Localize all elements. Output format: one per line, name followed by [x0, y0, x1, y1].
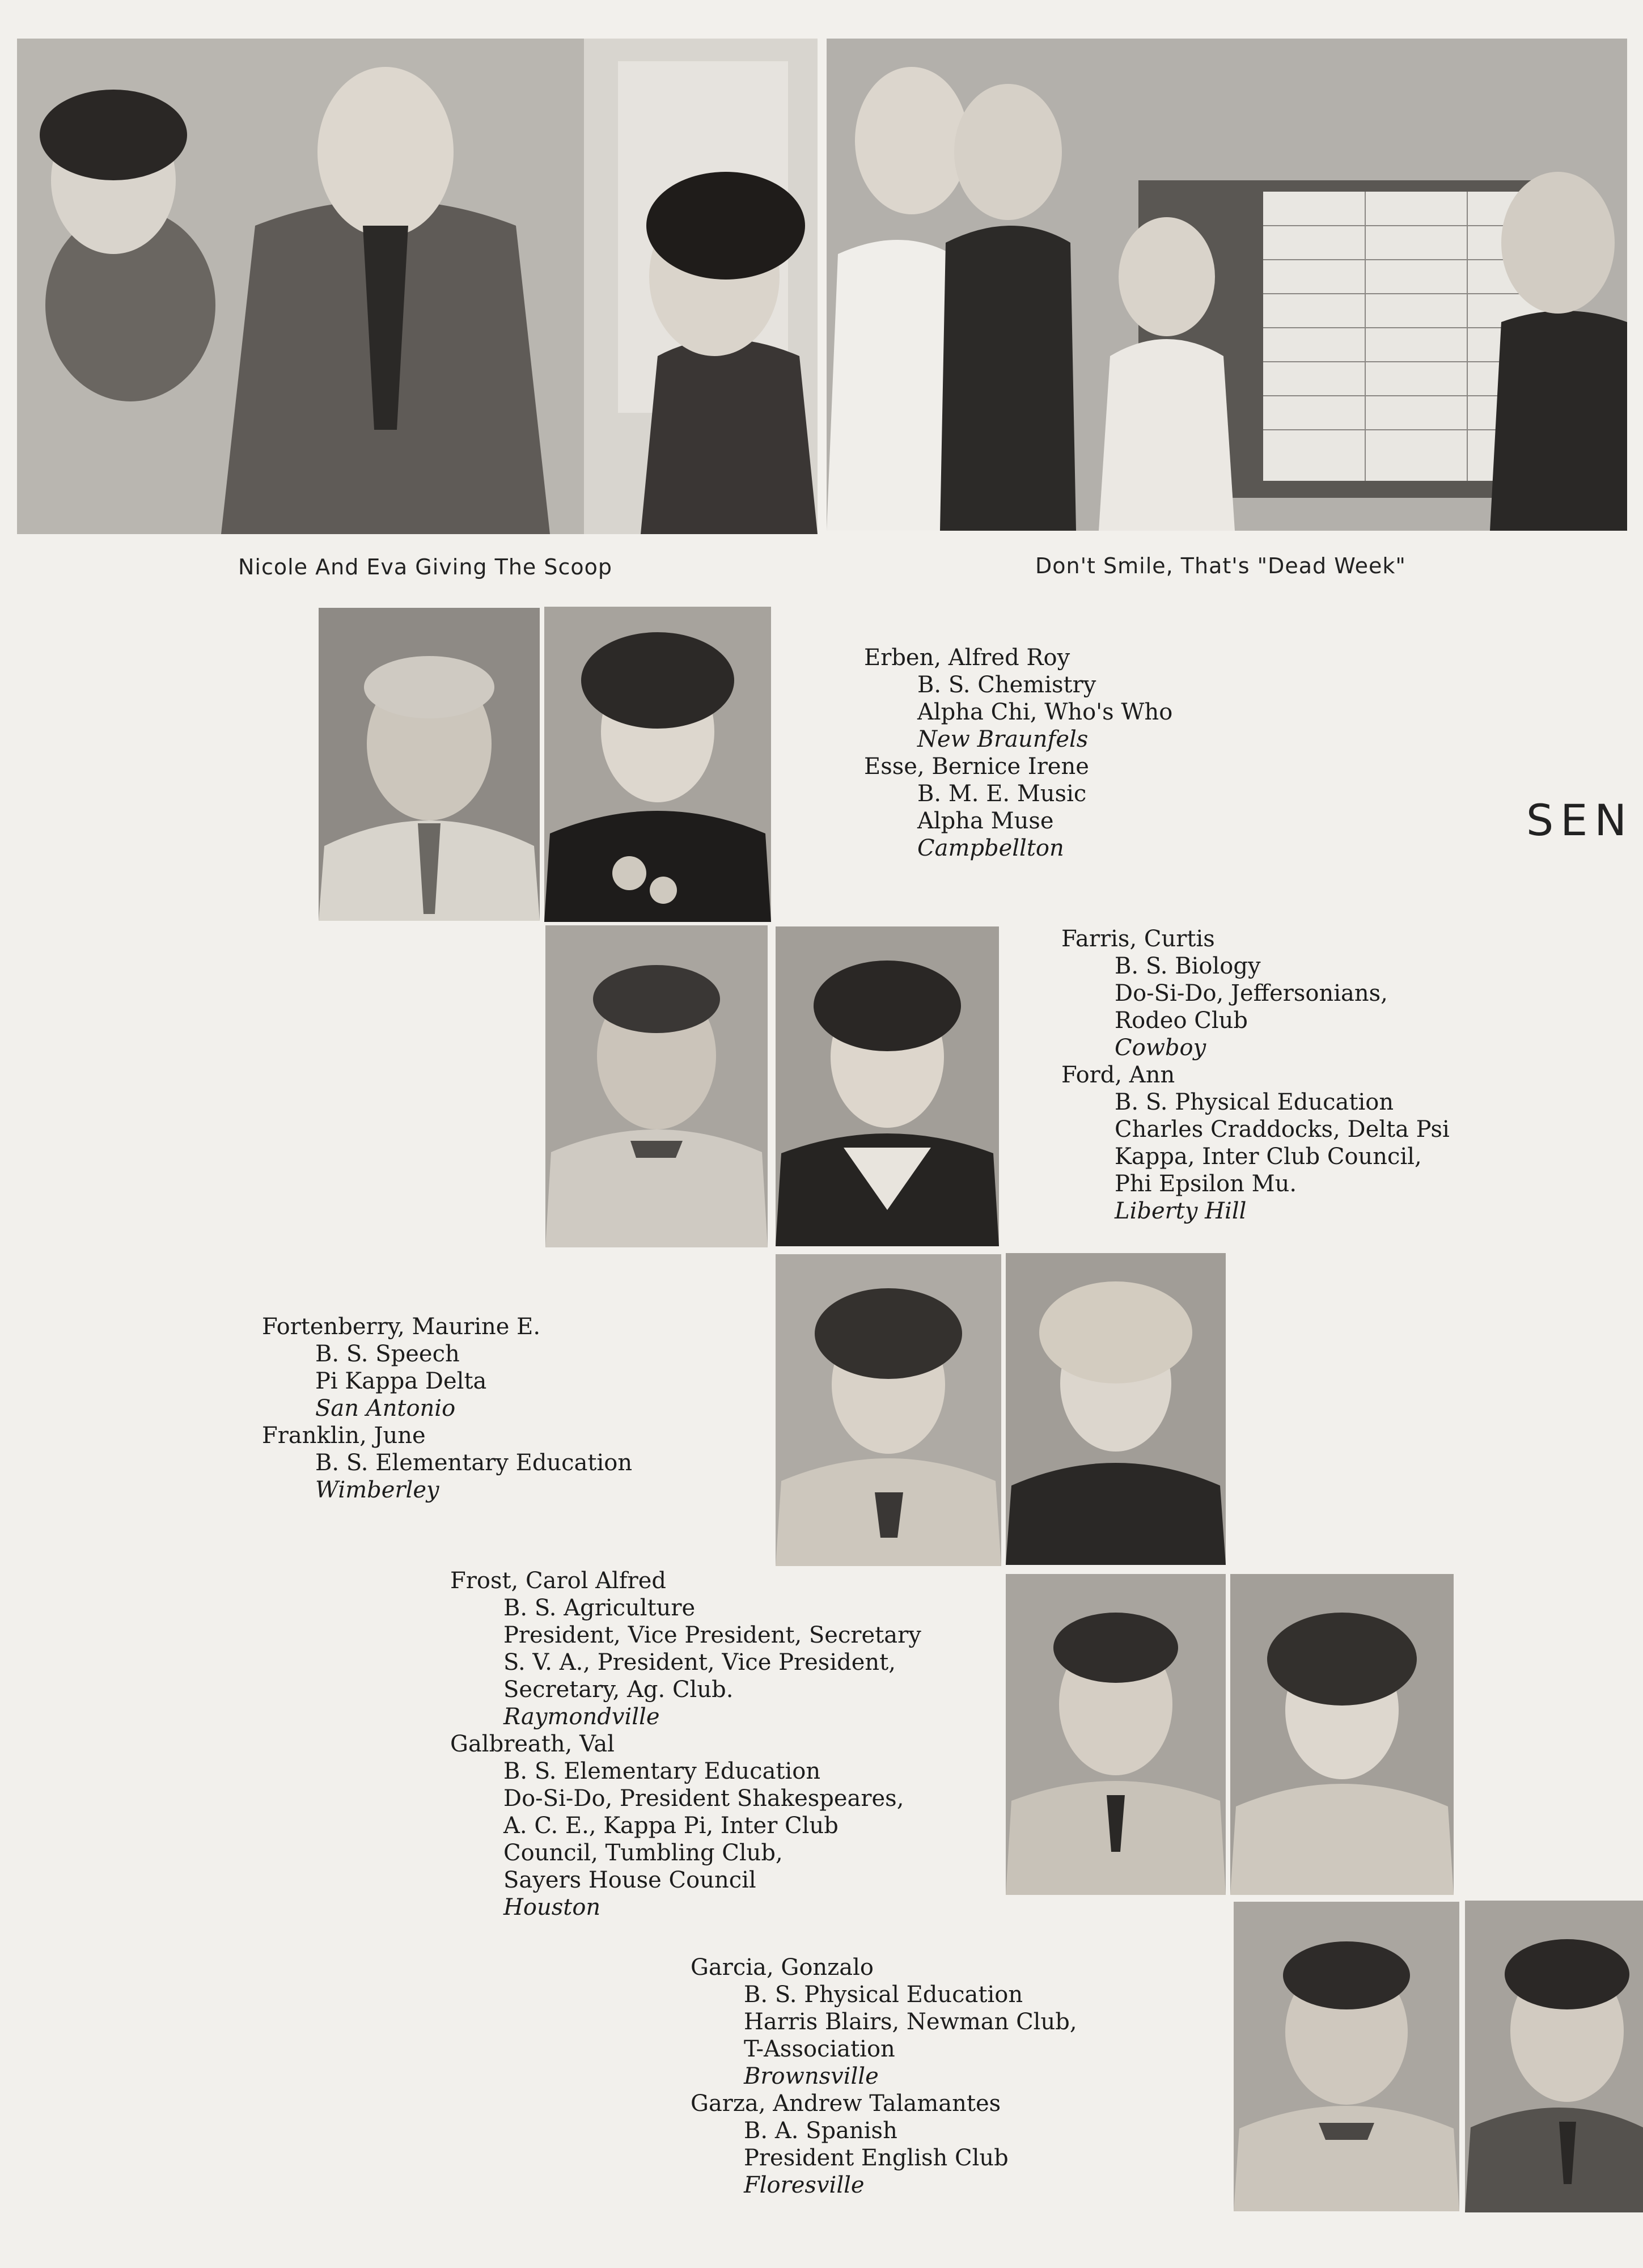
portrait-garza	[1465, 1901, 1643, 2212]
entry-degree: B. S. Elementary Education	[503, 1758, 821, 1784]
entry-degree: B. S. Biology	[1115, 953, 1261, 979]
entry-hometown: Cowboy	[1115, 1035, 1206, 1061]
entry-hometown: San Antonio	[315, 1395, 456, 1421]
portrait-franklin	[1006, 1253, 1226, 1565]
entry-activities: A. C. E., Kappa Pi, Inter Club	[503, 1813, 839, 1839]
entry-name: Erben, Alfred Roy	[864, 645, 1070, 671]
entry-activities: Secretary, Ag. Club.	[503, 1677, 734, 1703]
group-photo-dead-week	[827, 39, 1627, 531]
group-photo-scoop	[17, 39, 818, 534]
entry-activities: Alpha Chi, Who's Who	[917, 699, 1173, 725]
entry-hometown: Houston	[503, 1894, 601, 1920]
entry-name: Fortenberry, Maurine E.	[262, 1314, 541, 1340]
entry-activities: Do-Si-Do, Jeffersonians,	[1115, 980, 1388, 1006]
entry-name: Galbreath, Val	[450, 1731, 615, 1757]
entry-name: Farris, Curtis	[1061, 926, 1215, 952]
entry-activities: Alpha Muse	[917, 808, 1054, 834]
entry-name: Garcia, Gonzalo	[691, 1954, 874, 1981]
entry-degree: B. S. Physical Education	[1115, 1089, 1394, 1115]
entry-name: Franklin, June	[262, 1423, 426, 1449]
portrait-erben	[319, 608, 540, 921]
entry-degree: B. S. Speech	[315, 1341, 460, 1367]
entry-degree: B. A. Spanish	[744, 2118, 897, 2144]
entry-activities: S. V. A., President, Vice President,	[503, 1649, 896, 1675]
entry-hometown: Brownsville	[744, 2063, 879, 2089]
entry-name: Garza, Andrew Talamantes	[691, 2091, 1001, 2117]
entry-erben	[864, 644, 1172, 862]
entry-hometown: Raymondville	[503, 1704, 660, 1730]
portrait-frost	[1006, 1574, 1226, 1895]
portrait-ford	[776, 926, 999, 1246]
entry-activities: Phi Epsilon Mu.	[1115, 1171, 1297, 1197]
entry-fortenberry	[262, 1313, 632, 1504]
portrait-farris	[545, 925, 768, 1247]
entry-farris	[1061, 925, 1450, 1225]
entry-activities: Pi Kappa Delta	[315, 1368, 487, 1394]
entry-hometown: Floresville	[744, 2172, 865, 2198]
portrait-esse	[544, 607, 771, 922]
entry-activities: Rodeo Club	[1115, 1008, 1248, 1034]
entry-name: Frost, Carol Alfred	[450, 1568, 667, 1594]
entry-activities: T-Association	[744, 2036, 895, 2062]
entry-degree: B. S. Chemistry	[917, 672, 1096, 698]
entry-degree: B. S. Agriculture	[503, 1595, 696, 1621]
entry-hometown: Campbellton	[917, 835, 1064, 861]
entry-degree: B. S. Elementary Education	[315, 1450, 633, 1476]
entry-hometown: New Braunfels	[917, 726, 1089, 752]
entry-garcia	[691, 1954, 1077, 2199]
portrait-galbreath	[1230, 1574, 1454, 1895]
entry-name: Esse, Bernice Irene	[864, 754, 1089, 780]
section-title-partial: SEN	[1526, 795, 1634, 845]
entry-frost	[450, 1567, 921, 1921]
entry-activities: Council, Tumbling Club,	[503, 1840, 783, 1866]
entry-activities: Kappa, Inter Club Council,	[1115, 1144, 1422, 1170]
entry-activities: Do-Si-Do, President Shakespeares,	[503, 1785, 904, 1812]
entry-degree: B. S. Physical Education	[744, 1982, 1023, 2008]
entry-activities: Charles Craddocks, Delta Psi	[1115, 1116, 1450, 1143]
entry-hometown: Liberty Hill	[1115, 1198, 1247, 1224]
entry-degree: B. M. E. Music	[917, 781, 1087, 807]
caption-right: Don't Smile, That's "Dead Week"	[1035, 553, 1406, 578]
entry-activities: President English Club	[744, 2145, 1009, 2171]
entry-name: Ford, Ann	[1061, 1062, 1175, 1088]
portrait-fortenberry	[776, 1254, 1001, 1566]
portrait-garcia	[1234, 1902, 1459, 2211]
entry-activities: President, Vice President, Secretary	[503, 1622, 921, 1648]
entry-activities: Sayers House Council	[503, 1867, 756, 1893]
caption-left: Nicole And Eva Giving The Scoop	[238, 555, 613, 579]
entry-hometown: Wimberley	[315, 1477, 439, 1503]
entry-activities: Harris Blairs, Newman Club,	[744, 2009, 1077, 2035]
